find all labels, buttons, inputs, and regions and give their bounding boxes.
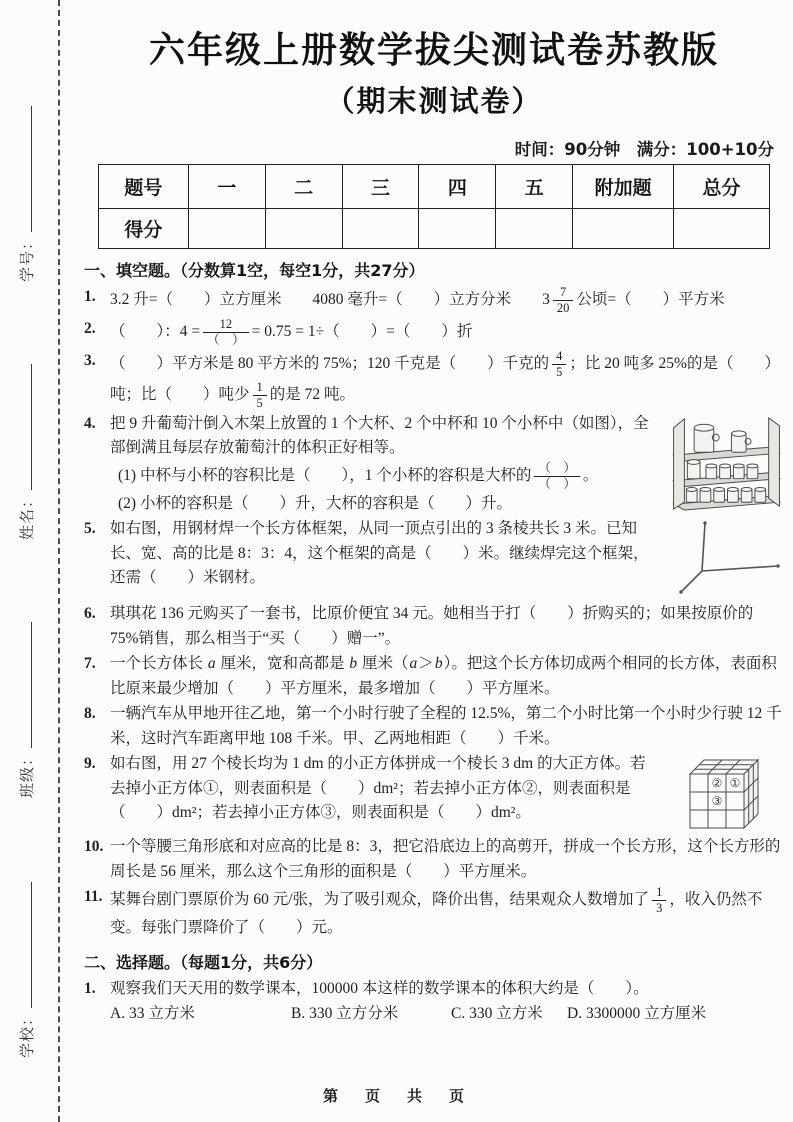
question-text: 某舞台剧门票原价为 60 元/张，为了吸引观众，降价出售，结果观众人数增加了 $\frac{1}{3}$ ，收入仍然不变。每张门票降价了（ ）元。 [110,885,763,937]
cube-label-2: ② [711,776,723,791]
question-text: 一辆汽车从甲地开往乙地，第一个小时行驶了全程的 12.5%，第二个小时比第一个小时少行驶 12 千米，这时汽车距离甲地 108 千米。甲、乙两地相距（ ）千米。 [110,705,782,747]
question-text: （ ）平方米是 80 平方米的 75%；120 千克是（ ）千克的 $\frac{4}{5}$ ；比 20 吨多 25%的是（ ）吨；比（ ）吨少 $\frac{1}{5}$ 的是 72 吨。 [110,349,780,410]
question-4-sub1: (1) 中杯与小杯的容积比是（ ），1 个小杯的容积是大杯的 $\frac{( )}{( )}$ 。 [118,460,599,491]
score-table [98,164,770,249]
student-id-text: 学号： [20,233,36,282]
score-table-score-row [99,209,770,249]
score-cell [265,209,342,249]
question-7 [84,652,784,701]
steel-frame-corner-figure [672,519,784,599]
page-subtitle: （期末测试卷） [325,84,543,118]
option-b: B. 330 立方分米 [291,1005,399,1023]
question-number: 5. [84,520,96,538]
math-variable: b [434,655,443,673]
question-number: 11. [84,888,103,906]
student-id-write-line [18,106,33,232]
question-number: 9. [84,755,96,773]
math-variable: b [349,655,358,673]
question-9 [84,752,784,834]
option-a: A. 33 立方米 [110,1005,195,1023]
score-cell [573,209,674,249]
question-number: 7. [84,655,96,673]
student-name-text: 姓名： [20,491,36,540]
fraction: $\frac{4}{5}$ [552,349,566,380]
question-8 [84,702,784,751]
cube-label-1: ① [729,776,741,791]
score-table-header-row [99,165,770,209]
question-text: 3.2 升=（ ）立方厘米 4080 毫升=（ ）立方分米 3 $\frac{7}{20}$ 公顷=（ ）平方米 [110,285,725,315]
student-name-label [16,364,37,540]
question-5 [84,517,784,601]
question-number: 2. [84,320,96,337]
math-variable: a [409,655,418,673]
section2-question-1 [84,977,784,1001]
section2-question-1-options [84,1002,784,1027]
question-number: 1. [84,288,96,305]
student-name-write-line [18,364,33,490]
fraction: $\frac{( )}{( )}$ [534,461,580,492]
fraction: $\frac{1}{5}$ [253,380,267,411]
school-write-line [18,882,33,1008]
class-write-line [18,622,33,748]
page-footer: 第 页 共 页 [322,1087,470,1105]
score-header-cell: 一 [188,165,265,209]
question-3 [84,349,784,411]
score-header-cell: 五 [496,165,573,209]
time-score-info: 时间：90分钟 满分：100+10分 [514,140,774,159]
question-text: 把 9 升葡萄汁倒入木架上放置的 1 个大杯、2 个中杯和 10 个小杯中（如图），全部倒满且每层存放葡萄汁的体积正好相等。 [110,415,649,457]
cube-label-3: ③ [711,794,723,809]
question-6 [84,602,784,651]
question-number: 10. [84,838,104,856]
question-text: 如右图，用 27 个棱长均为 1 dm 的小正方体拼成一个棱长 3 dm 的大正方体。若去掉小正方体①，则表面积是（ ）dm²；若去掉小正方体②，则表面积是（ ）dm²；若去掉小正方体③，则表面积是（ ）dm²。 [110,755,646,822]
question-text: 观察我们天天用的数学课本，100000 本这样的数学课本的体积大约是（ ）。 [110,979,649,997]
score-cell [342,209,419,249]
student-id-label [16,106,37,282]
question-1 [84,285,784,316]
fraction: $\frac{7}{20}$ [553,285,574,316]
option-d: D. 3300000 立方厘米 [567,1005,707,1023]
paper-content [84,0,784,1027]
score-cell [188,209,265,249]
score-header-cell: 四 [419,165,496,209]
score-header-cell: 题号 [99,165,189,209]
score-header-cell: 总分 [674,165,770,209]
section1-title: 一、填空题。（分数算1空，每空1分，共27分） [84,261,425,280]
question-number: 8. [84,705,96,723]
question-number: 6. [84,605,96,623]
class-text: 班级： [20,749,36,798]
option-c: C. 330 立方米 [451,1005,543,1023]
question-4-sub2: (2) 小杯的容积是（ ）升，大杯的容积是（ ）升。 [118,494,512,512]
score-header-cell: 附加题 [573,165,674,209]
score-header-cell: 三 [342,165,419,209]
fraction: $\frac{1}{3}$ [652,885,666,916]
score-cell [674,209,770,249]
question-10 [84,835,784,884]
cube-figure [666,754,784,832]
cup-shelf-figure [670,414,784,512]
school-label [16,882,37,1058]
question-2 [84,317,784,348]
fraction: $\frac{12}{( )}$ [203,317,249,348]
question-text: 琪琪花 136 元购买了一套书，比原价便宜 34 元。她相当于打（ ）折购买的；如果按原价的 75%销售，那么相当于“买（ ）赠一”。 [110,605,754,647]
question-number: 1. [84,979,96,997]
question-text: 一个等腰三角形底和对应高的比是 8：3，把它沿底边上的高剪开，拼成一个长方形，这个长方形的周长是 56 厘米，那么这个三角形的面积是（ ）平方厘米。 [110,838,781,880]
question-text: 如右图，用钢材焊一个长方体框架，从同一顶点引出的 3 条棱共长 3 米。已知长、宽、高的比是 8：3：4，这个框架的高是（ ）米。继续焊完这个框架，还需（ ）米钢材。 [110,520,649,587]
score-header-cell: 二 [265,165,342,209]
question-number: 3. [84,352,96,369]
score-cell [496,209,573,249]
class-label [16,622,37,798]
section2-title: 二、选择题。（每题1分，共6分） [84,952,323,972]
question-11 [84,885,784,940]
page-title: 六年级上册数学拔尖测试卷苏教版 [148,30,719,71]
score-row-label: 得分 [99,209,189,249]
question-number: 4. [84,415,96,432]
school-text: 学校： [20,1009,36,1058]
math-variable: a [207,655,216,673]
question-4 [84,412,784,516]
question-text: 一个长方体长 a 厘米，宽和高都是 b 厘米（a＞b）。把这个长方体切成两个相同的长方体，表面积比原来最少增加（ ）平方厘米，最多增加（ ）平方厘米。 [110,655,777,697]
question-text: （ ）：4 = $\frac{12}{( )}$ = 0.75 = 1÷（ ）=（ ）折 [110,317,473,347]
score-cell [419,209,496,249]
margin-dashed-divider [58,0,60,1122]
